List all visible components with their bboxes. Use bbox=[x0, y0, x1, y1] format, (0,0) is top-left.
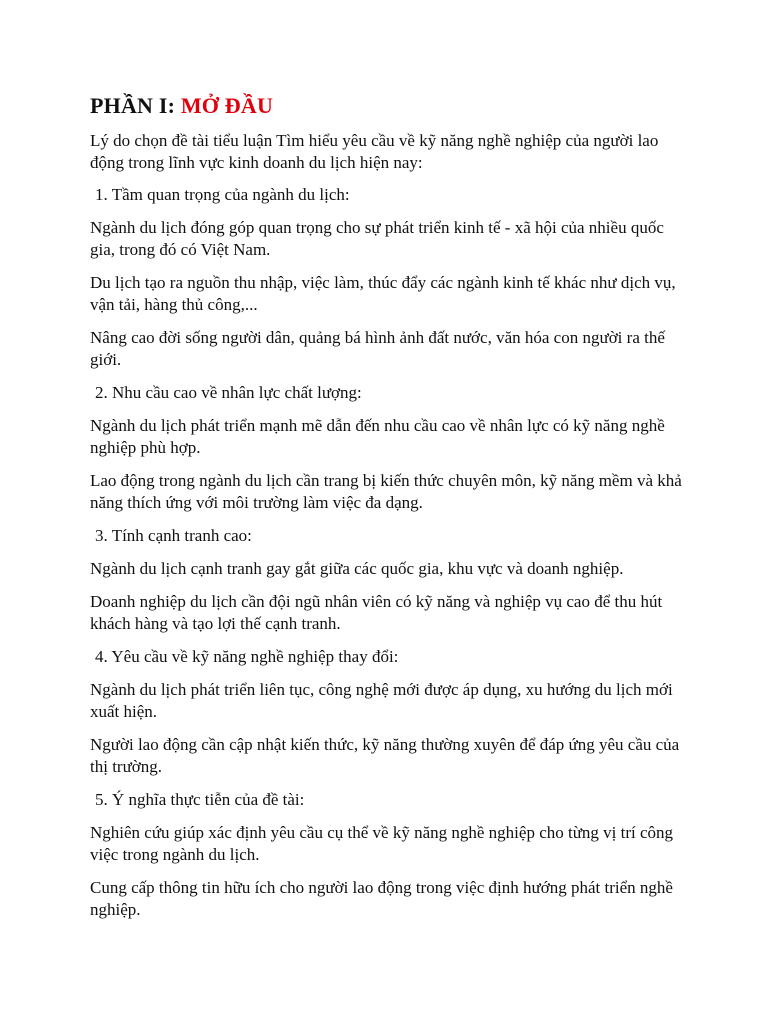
paragraph-2-2: Lao động trong ngành du lịch cần trang bị kiến thức chuyên môn, kỹ năng mềm và khả năng thích ứng với môi trường làm việc đa dạng. bbox=[90, 471, 682, 512]
paragraph-1-3: Nâng cao đời sống người dân, quảng bá hình ảnh đất nước, văn hóa con người ra thế giới. bbox=[90, 328, 665, 369]
paragraph-5-1: Nghiên cứu giúp xác định yêu cầu cụ thể về kỹ năng nghề nghiệp cho từng vị trí công việc trong ngành du lịch. bbox=[90, 823, 674, 864]
section-heading bbox=[90, 92, 690, 120]
paragraph-4-1: Ngành du lịch phát triển liên tục, công nghệ mới được áp dụng, xu hướng du lịch mới xuất hiện. bbox=[90, 680, 673, 721]
point-heading-2: 2. Nhu cầu cao về nhân lực chất lượng: bbox=[95, 383, 362, 402]
document-content bbox=[90, 92, 690, 932]
paragraph-1-2: Du lịch tạo ra nguồn thu nhập, việc làm, thúc đẩy các ngành kinh tế khác như dịch vụ, vận tải, hàng thủ công,... bbox=[90, 273, 676, 314]
paragraph-3-1: Ngành du lịch cạnh tranh gay gắt giữa các quốc gia, khu vực và doanh nghiệp. bbox=[90, 559, 624, 578]
point-heading-5: 5. Ý nghĩa thực tiễn của đề tài: bbox=[95, 790, 305, 809]
heading-title: MỞ ĐẦU bbox=[180, 93, 274, 118]
paragraph-2-1: Ngành du lịch phát triển mạnh mẽ dẫn đến nhu cầu cao về nhân lực có kỹ năng nghề nghiệp phù hợp. bbox=[90, 416, 665, 457]
intro-paragraph: Lý do chọn đề tài tiểu luận Tìm hiểu yêu cầu về kỹ năng nghề nghiệp của người lao động trong lĩnh vực kinh doanh du lịch hiện nay: bbox=[90, 131, 659, 172]
paragraph-5-2: Cung cấp thông tin hữu ích cho người lao động trong việc định hướng phát triển nghề nghiệp. bbox=[90, 878, 673, 919]
paragraph-1-1: Ngành du lịch đóng góp quan trọng cho sự phát triển kinh tế - xã hội của nhiều quốc gia, trong đó có Việt Nam. bbox=[90, 218, 664, 259]
point-heading-4: 4. Yêu cầu về kỹ năng nghề nghiệp thay đổi: bbox=[95, 647, 399, 666]
point-heading-1: 1. Tầm quan trọng của ngành du lịch: bbox=[95, 185, 350, 204]
heading-prefix: PHẦN I: bbox=[90, 93, 176, 118]
point-heading-3: 3. Tính cạnh tranh cao: bbox=[95, 526, 252, 545]
paragraph-4-2: Người lao động cần cập nhật kiến thức, kỹ năng thường xuyên để đáp ứng yêu cầu của thị trường. bbox=[90, 735, 680, 776]
paragraph-3-2: Doanh nghiệp du lịch cần đội ngũ nhân viên có kỹ năng và nghiệp vụ cao để thu hút khách hàng và tạo lợi thế cạnh tranh. bbox=[90, 592, 663, 633]
